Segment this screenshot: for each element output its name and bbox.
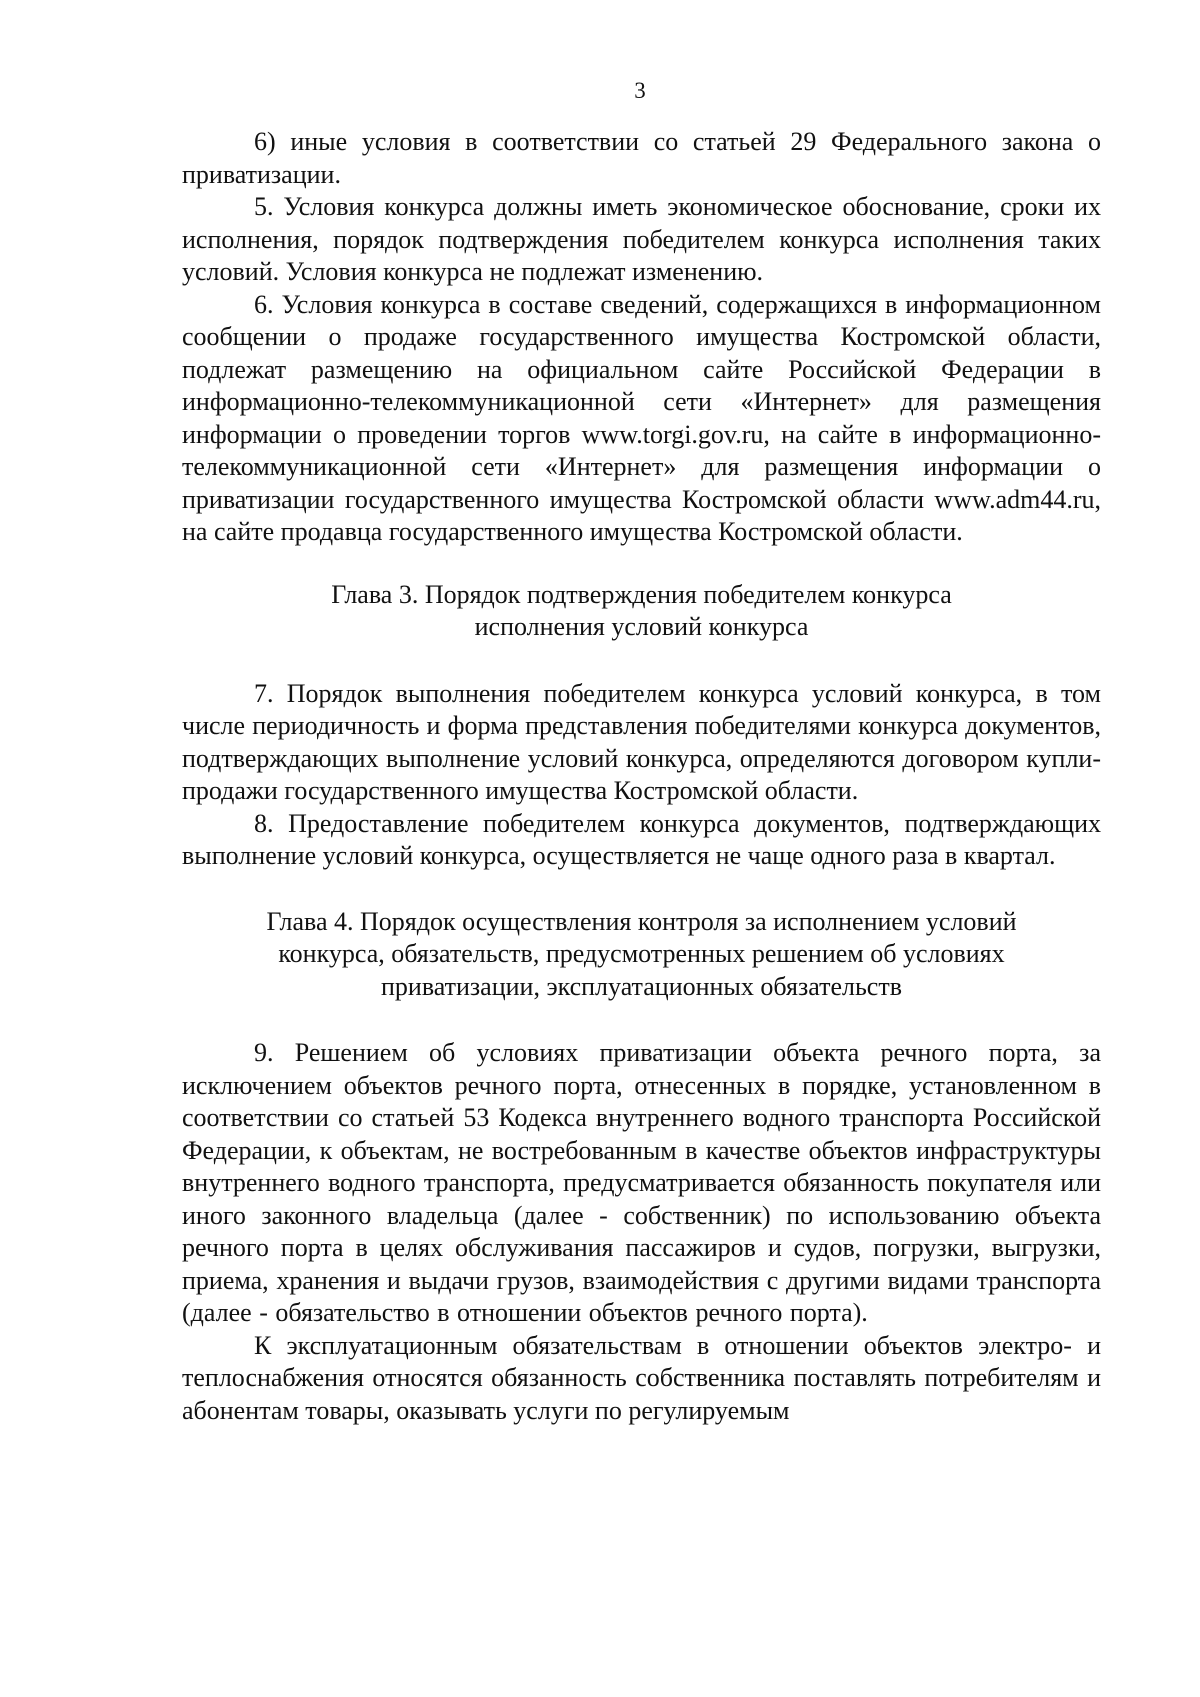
chapter-4-heading-line-1: Глава 4. Порядок осуществления контроля за исполнением условий [266, 906, 1017, 936]
paragraph-6-conditions-publication: 6. Условия конкурса в составе сведений, содержащихся в информационном сообщении о продаже государственного имущества Костромской области, подлежат размещению на официальном сайте Российской Федерации в информационно-телекоммуникационной сети «Интернет» для размещения информации о проведении торгов www.torgi.gov.ru, на сайте в информационно-телекоммуникационной сети «Интернет» для размещения информации о приватизации государственного имущества Костромской области www.adm44.ru, на сайте продавца государственного имущества Костромской области. [182, 289, 1101, 546]
paragraph-operational-obligations: К эксплуатационным обязательствам в отношении объектов электро- и теплоснабжения относятся обязанность собственника поставлять потребителям и абонентам товары, оказывать услуги по регулируемым [182, 1330, 1101, 1425]
page-number: 3 [634, 78, 646, 103]
document-body [182, 126, 1101, 1427]
paragraph-7-fulfillment-order: 7. Порядок выполнения победителем конкурса условий конкурса, в том числе периодичность и форма представления победителями конкурса документов, подтверждающих выполнение условий конкурса, определяются договором купли-продажи государственного имущества Костромской области. [182, 678, 1101, 805]
chapter-4-heading-line-3: приватизации, эксплуатационных обязательств [381, 971, 902, 1001]
paragraph-8-documents-frequency: 8. Предоставление победителем конкурса документов, подтверждающих выполнение условий конкурса, осуществляется не чаще одного раза в квартал. [182, 808, 1101, 870]
paragraph-5-conditions-justification: 5. Условия конкурса должны иметь экономическое обоснование, сроки их исполнения, порядок подтверждения победителем конкурса исполнения таких условий. Условия конкурса не подлежат изменению. [182, 192, 1101, 286]
paragraph-9-river-port-obligation: 9. Решением об условиях приватизации объекта речного порта, за исключением объектов речного порта, отнесенных в порядке, установленном в соответствии со статьей 53 Кодекса внутреннего водного транспорта Российской Федерации, к объектам, не востребованным в качестве объектов инфраструктуры внутреннего водного транспорта, предусматривается обязанность покупателя или иного законного владельца (далее - собственник) по использованию объекта речного порта в целях обслуживания пассажиров и судов, погрузки, выгрузки, приема, хранения и выдачи грузов, взаимодействия с другими видами транспорта (далее - обязательство в отношении объектов речного порта). [182, 1038, 1101, 1327]
paragraph-6-other-conditions: 6) иные условия в соответствии со статьей 29 Федерального закона о приватизации. [182, 127, 1101, 189]
chapter-3-heading-line-2: исполнения условий конкурса [474, 612, 809, 641]
chapter-3-heading-line-1: Глава 3. Порядок подтверждения победителем конкурса [331, 579, 952, 609]
chapter-4-heading-line-2: конкурса, обязательств, предусмотренных решением об условиях [278, 939, 1005, 968]
chapter-4-heading [182, 906, 1101, 1004]
chapter-3-heading [182, 579, 1101, 644]
